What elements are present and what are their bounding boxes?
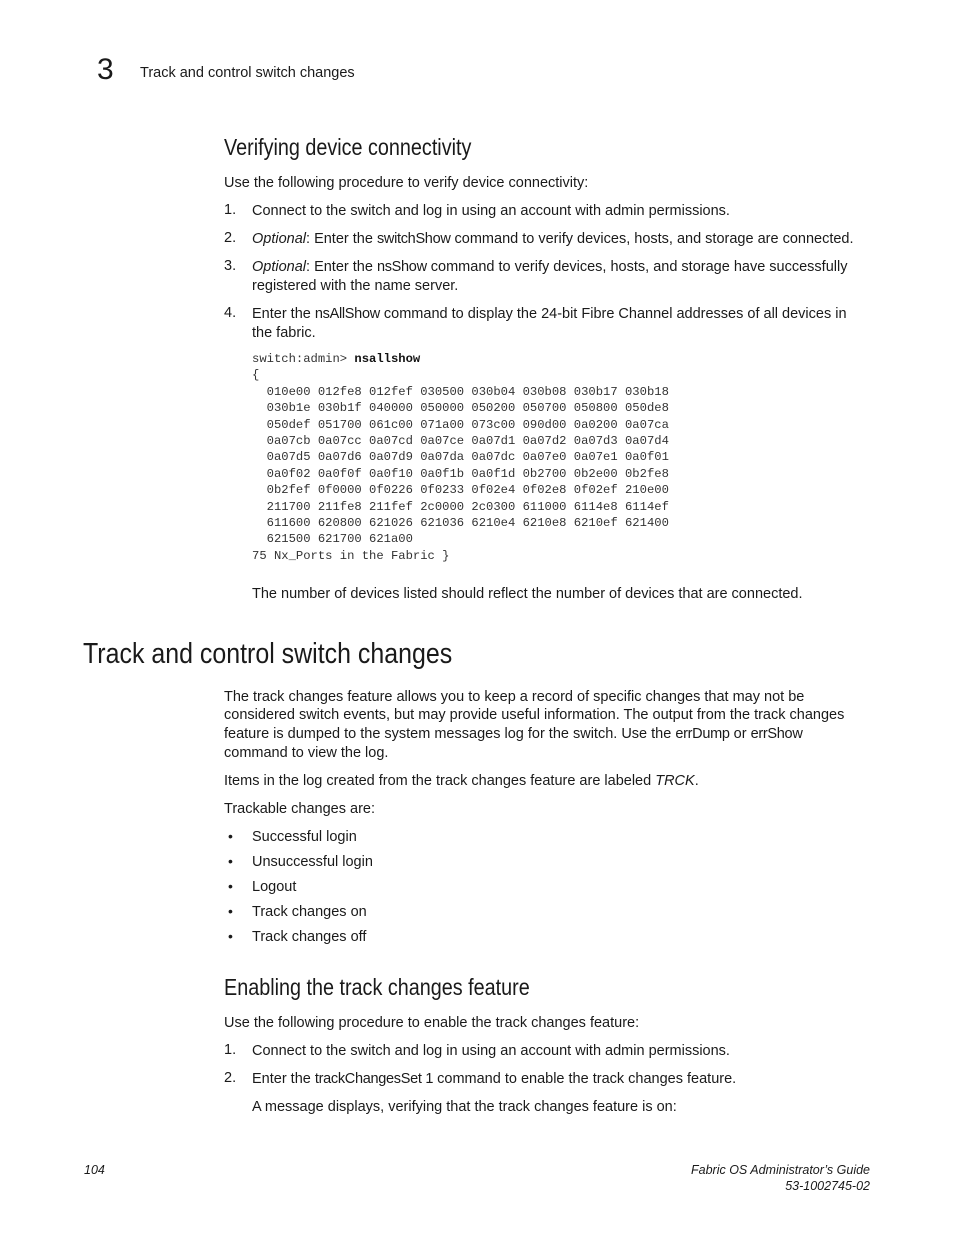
step-number: 1. — [224, 1042, 237, 1058]
step-text: Optional: Enter the switchShow command to verify devices, hosts, and storage are connected. — [252, 231, 854, 247]
step-text: Optional: Enter the nsShow command to verify devices, hosts, and storage have successfully — [252, 259, 848, 275]
bullet-dot: • — [228, 828, 233, 844]
list-item: Unsuccessful login — [252, 854, 373, 870]
step-number: 3. — [224, 258, 237, 274]
bullet-dot: • — [228, 853, 233, 869]
step-text: Connect to the switch and log in using an account with admin permissions. — [252, 203, 730, 219]
section-heading-track: Track and control switch changes — [83, 638, 453, 670]
running-header-title: Track and control switch changes — [140, 65, 355, 81]
footer-guide-title: Fabric OS Administrator’s Guide — [691, 1163, 870, 1177]
command-name: nsAllShow — [314, 306, 380, 322]
list-item: Successful login — [252, 829, 357, 845]
footer-doc-number: 53-1002745-02 — [785, 1179, 870, 1193]
bullet-dot: • — [228, 928, 233, 944]
command-name: nsShow — [376, 259, 427, 275]
track-para-line: command to view the log. — [224, 745, 389, 761]
section-heading-enable: Enabling the track changes feature — [224, 974, 530, 1000]
command-name: errShow — [750, 726, 803, 742]
bullet-dot: • — [228, 903, 233, 919]
step-text: Connect to the switch and log in using an account with admin permissions. — [252, 1043, 730, 1059]
step-text-continued: registered with the name server. — [252, 278, 459, 294]
chapter-number: 3 — [97, 53, 114, 86]
step-number: 4. — [224, 305, 237, 321]
command-name: trackChangesSet 1 — [314, 1071, 434, 1087]
track-para-line: feature is dumped to the system messages log for the switch. Use the errDump or errShow — [224, 726, 803, 742]
verify-closing: The number of devices listed should reflect the number of devices that are connected. — [252, 586, 803, 602]
track-para-line: considered switch events, but may provide useful information. The output from the track changes — [224, 707, 845, 723]
track-para2: Items in the log created from the track changes feature are labeled TRCK. — [224, 773, 699, 789]
command-name: errDump — [675, 726, 730, 742]
page-number: 104 — [84, 1163, 105, 1177]
step-text: Enter the trackChangesSet 1 command to enable the track changes feature. — [252, 1071, 737, 1087]
list-item: Logout — [252, 879, 297, 895]
code-block: switch:admin> nsallshow { 010e00 012fe8 012fef 030500 030b04 030b08 030b17 030b18 030b1e 030b1f 040000 050000 050200 050700 050800 050de8 050def 051700 061c00 071a00 073c00 090d00 0a0200 0a07ca 0a07cb 0a07cc 0a07cd 0a07ce 0a07d1 0a07d2 0a07d3 0a07d4 0a07d5 0a07d6 0a07d9 0a07da 0a07dc 0a07e0 0a07e1 0a0f01 0a0f02 0a0f0f 0a0f10 0a0f1b 0a0f1d 0b2700 0b2e00 0b2fe8 0b2fef 0f0000 0f0226 0f0233 0f02e4 0f02e8 0f02ef 210e00 211700 211fe8 211fef 2c0000 2c0300 611000 6114e8 6114ef 611600 620800 621026 621036 6210e4 6210e8 6210ef 621400 621500 621700 621a00 75 Nx_Ports in the Fabric } — [252, 352, 669, 563]
code-command: nsallshow — [354, 352, 421, 366]
step-text: Enter the nsAllShow command to display the 24-bit Fibre Channel addresses of all devices in — [252, 306, 847, 322]
command-name: switchShow — [376, 231, 451, 247]
bullet-dot: • — [228, 878, 233, 894]
verify-intro: Use the following procedure to verify device connectivity: — [224, 175, 589, 191]
section-heading-verify: Verifying device connectivity — [224, 134, 472, 160]
step-number: 2. — [224, 1070, 237, 1086]
enable-intro: Use the following procedure to enable the track changes feature: — [224, 1015, 640, 1031]
track-para3: Trackable changes are: — [224, 801, 375, 817]
track-para-line: The track changes feature allows you to keep a record of specific changes that may not be — [224, 689, 805, 705]
list-item: Track changes off — [252, 929, 367, 945]
step-number: 2. — [224, 230, 237, 246]
step-text-continued: the fabric. — [252, 325, 316, 341]
step-note: A message displays, verifying that the track changes feature is on: — [252, 1099, 677, 1115]
list-item: Track changes on — [252, 904, 367, 920]
step-number: 1. — [224, 202, 237, 218]
